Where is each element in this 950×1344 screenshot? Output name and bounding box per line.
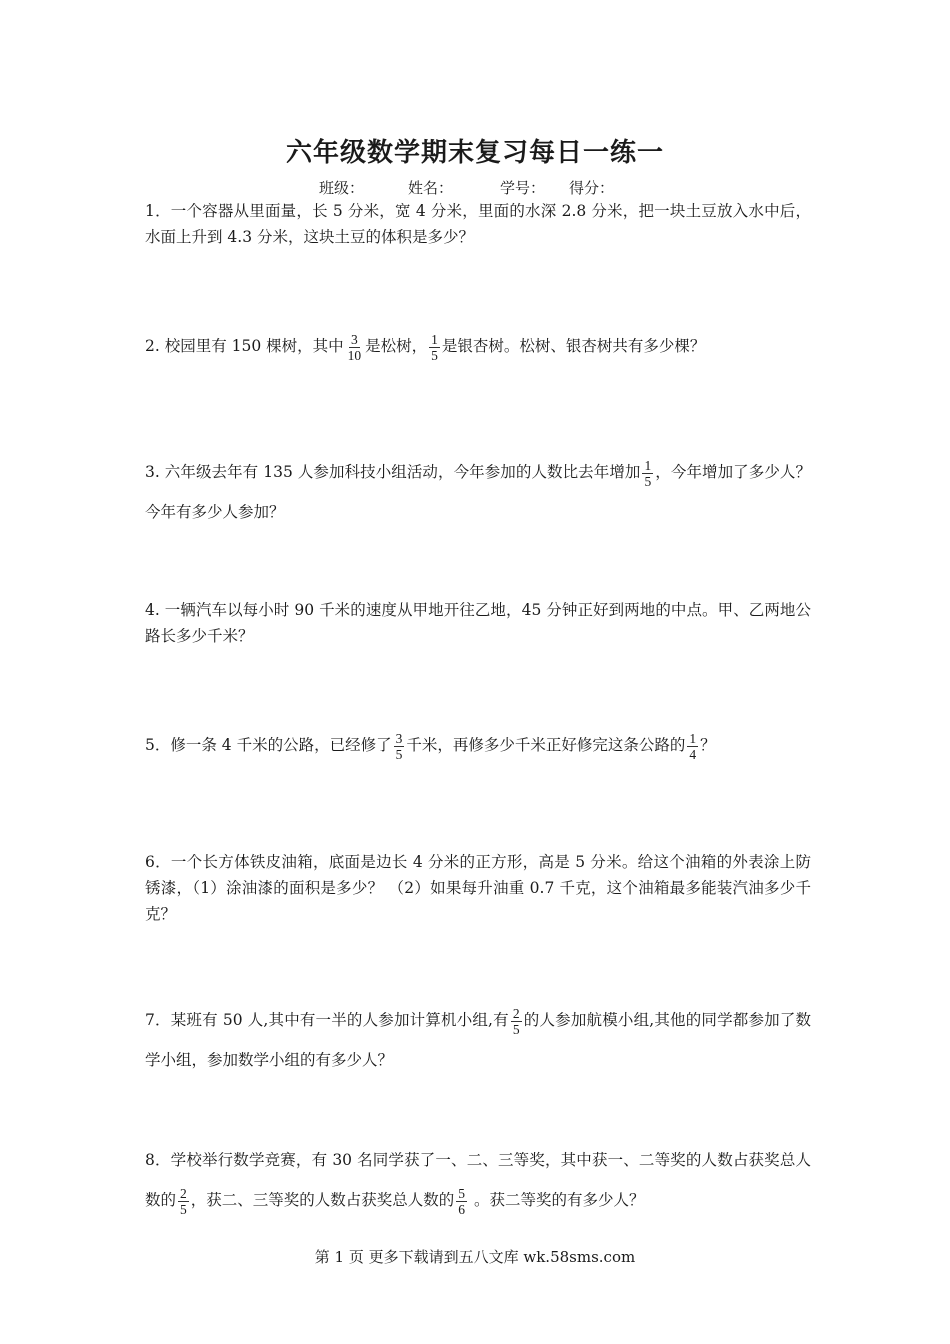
class-label: 班级： bbox=[319, 179, 365, 197]
fraction: $\frac{2}{5}$ bbox=[512, 1005, 520, 1037]
page-title: 六年级数学期末复习每日一练一 bbox=[285, 138, 664, 168]
fraction: $\frac{1}{5}$ bbox=[431, 331, 438, 363]
page-footer: 第 1 页 更多下载请到五八文库 wk.58sms.com bbox=[314, 1248, 636, 1266]
question-3: 3. 六年级去年有 135 人参加科技小组活动，今年参加的人数比去年增加 $\frac{1}{5}$ ，今年增加了多少人？今年有多少人参加？ bbox=[145, 457, 811, 521]
question-5: 5．修一条 4 千米的公路，已经修了 $\frac{3}{5}$ 千米，再修多少千米正好修完这条公路的 $\frac{1}{4}$ ？ bbox=[145, 730, 716, 762]
fraction: $\frac{2}{5}$ bbox=[180, 1185, 187, 1217]
question-1: 1．一个容器从里面量，长 5 分米，宽 4 分米，里面的水深 2.8 分米，把一块土豆放入水中后，水面上升到 4.3 分米，这块土豆的体积是多少？ bbox=[145, 202, 811, 246]
question-4: 4. 一辆汽车以每小时 90 千米的速度从甲地开往乙地，45 分钟正好到两地的中点。甲、乙两地公路长多少千米？ bbox=[145, 601, 811, 645]
fraction: $\frac{5}{6}$ bbox=[458, 1185, 466, 1217]
fraction: $\frac{1}{4}$ bbox=[689, 730, 697, 762]
fraction: $\frac{1}{5}$ bbox=[644, 457, 652, 489]
question-8: 8．学校举行数学竞赛，有 30 名同学获了一、二、三等奖，其中获一、二等奖的人数占获奖总人数的 $\frac{2}{5}$ ，获二、三等奖的人数占获奖总人数的 $\frac{5}{6}$ 。获二等奖的有多少人？ bbox=[145, 1151, 811, 1217]
question-7: 7．某班有 50 人,其中有一半的人参加计算机小组,有 $\frac{2}{5}$ 的人参加航模小组,其他的同学都参加了数学小组，参加数学小组的有多少人？ bbox=[145, 1005, 811, 1069]
fraction: $\frac{3}{5}$ bbox=[395, 730, 403, 762]
name-label: 姓名： bbox=[408, 179, 454, 197]
student-number-label: 学号： bbox=[500, 179, 546, 197]
question-2: 2. 校园里有 150 棵树，其中 $\frac{3}{10}$ 是松树， $\frac{1}{5}$ 是银杏树。松树、银杏树共有多少棵？ bbox=[145, 331, 706, 363]
score-label: 得分： bbox=[569, 179, 615, 197]
question-6: 6．一个长方体铁皮油箱，底面是边长 4 分米的正方形，高是 5 分米。给这个油箱的外表涂上防锈漆，（1）涂油漆的面积是多少？ （2）如果每升油重 0.7 千克，这个油箱最多能装汽油多少千克？ bbox=[145, 853, 811, 923]
fraction: $\frac{3}{10}$ bbox=[347, 331, 362, 363]
